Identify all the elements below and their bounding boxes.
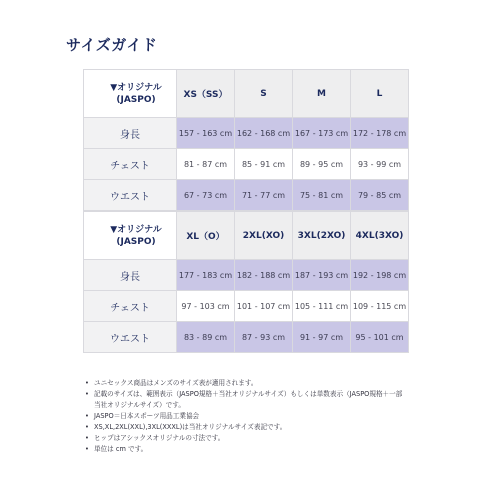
table-corner-label <box>84 212 177 260</box>
table-row-chest <box>84 291 409 322</box>
table-cell: 67 - 73 cm <box>177 180 235 211</box>
size-header-s: S <box>235 70 293 118</box>
note-text: XS,XL,2XL(XXL),3XL(XXXL)は当社オリジナルサイズ表記です。 <box>94 423 287 431</box>
size-table-large <box>83 211 409 353</box>
row-label-waist: ウエスト <box>84 322 177 353</box>
note-item <box>85 444 405 455</box>
table-header-row <box>84 212 409 260</box>
bullet-icon: • <box>85 423 89 431</box>
note-text: 記載のサイズは、範囲表示（JASPO規格＋当社オリジナルサイズ）もしくは単数表示（JASPO規格＋一部当社オリジナルサイズ）です。 <box>94 390 403 409</box>
table-cell: 177 - 183 cm <box>177 260 235 291</box>
table-cell: 85 - 91 cm <box>235 149 293 180</box>
table-cell: 93 - 99 cm <box>351 149 409 180</box>
corner-line-2: (JASPO) <box>116 236 156 247</box>
table-cell: 87 - 93 cm <box>235 322 293 353</box>
bullet-icon: • <box>85 445 89 453</box>
table-cell: 172 - 178 cm <box>351 118 409 149</box>
table-row-waist <box>84 180 409 211</box>
table-cell: 83 - 89 cm <box>177 322 235 353</box>
table-cell: 97 - 103 cm <box>177 291 235 322</box>
corner-line-1: ▼オリジナル <box>110 224 162 235</box>
table-cell: 162 - 168 cm <box>235 118 293 149</box>
note-item <box>85 389 405 411</box>
table-cell: 192 - 198 cm <box>351 260 409 291</box>
table-cell: 101 - 107 cm <box>235 291 293 322</box>
corner-line-1: ▼オリジナル <box>110 82 162 93</box>
table-cell: 105 - 111 cm <box>293 291 351 322</box>
bullet-icon: • <box>85 434 89 442</box>
table-cell: 167 - 173 cm <box>293 118 351 149</box>
note-item <box>85 378 405 389</box>
size-header-4xl: 4XL(3XO) <box>351 212 409 260</box>
note-text: 単位は cm です。 <box>94 445 148 453</box>
table-cell: 157 - 163 cm <box>177 118 235 149</box>
table-cell: 91 - 97 cm <box>293 322 351 353</box>
bullet-icon: • <box>85 412 89 420</box>
table-cell: 79 - 85 cm <box>351 180 409 211</box>
size-header-m: M <box>293 70 351 118</box>
row-label-chest: チェスト <box>84 291 177 322</box>
table-cell: 95 - 101 cm <box>351 322 409 353</box>
table-cell: 89 - 95 cm <box>293 149 351 180</box>
corner-line-2: (JASPO) <box>116 94 156 105</box>
note-text: ユニセックス商品はメンズのサイズ表が適用されます。 <box>94 379 258 387</box>
table-cell: 182 - 188 cm <box>235 260 293 291</box>
table-cell: 71 - 77 cm <box>235 180 293 211</box>
size-notes <box>85 378 405 455</box>
note-item <box>85 411 405 422</box>
note-item <box>85 433 405 444</box>
size-header-xl: XL（O） <box>177 212 235 260</box>
size-header-l: L <box>351 70 409 118</box>
row-label-waist: ウエスト <box>84 180 177 211</box>
row-label-height: 身長 <box>84 260 177 291</box>
row-label-chest: チェスト <box>84 149 177 180</box>
table-row-height <box>84 260 409 291</box>
note-text: ヒップはアシックスオリジナルの寸法です。 <box>94 434 225 442</box>
size-header-3xl: 3XL(2XO) <box>293 212 351 260</box>
note-item <box>85 422 405 433</box>
table-cell: 109 - 115 cm <box>351 291 409 322</box>
size-header-2xl: 2XL(XO) <box>235 212 293 260</box>
table-row-waist <box>84 322 409 353</box>
table-cell: 81 - 87 cm <box>177 149 235 180</box>
table-header-row <box>84 70 409 118</box>
note-text: JASPO＝日本スポーツ用品工業協会 <box>94 412 200 420</box>
bullet-icon: • <box>85 379 89 387</box>
page-title: サイズガイド <box>66 36 158 54</box>
table-row-chest <box>84 149 409 180</box>
table-cell: 187 - 193 cm <box>293 260 351 291</box>
table-corner-label <box>84 70 177 118</box>
bullet-icon: • <box>85 390 89 398</box>
size-header-xs: XS（SS） <box>177 70 235 118</box>
table-cell: 75 - 81 cm <box>293 180 351 211</box>
table-row-height <box>84 118 409 149</box>
size-table-standard <box>83 69 409 211</box>
row-label-height: 身長 <box>84 118 177 149</box>
